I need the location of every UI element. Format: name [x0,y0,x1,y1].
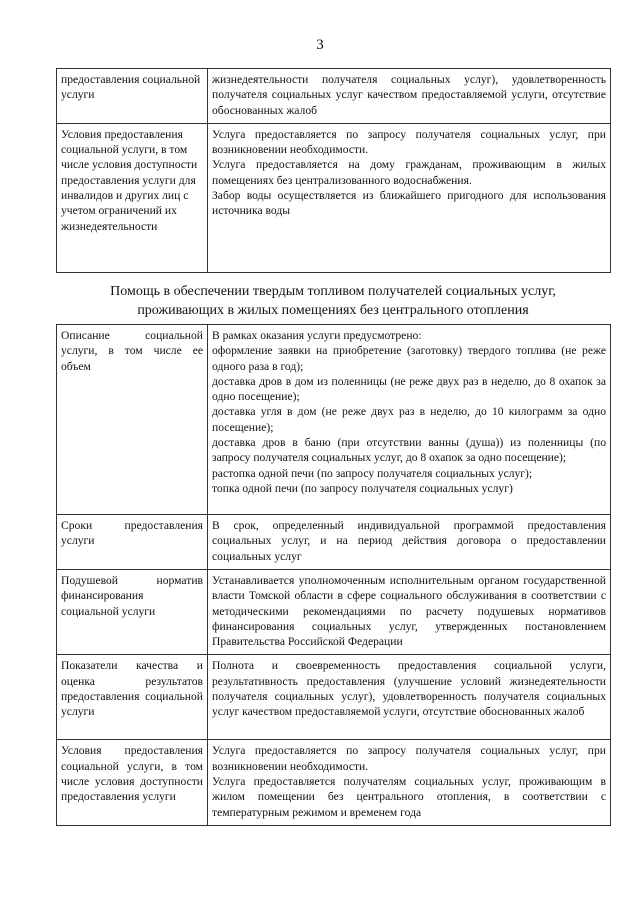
content-paragraph: жизнедеятельности получателя социальных услуг), удовлетворенность получателя социальных услуг качеством предоставляемой услуги, отсутствие обоснованных жалоб [212,73,606,117]
content-paragraph: доставка угля в дом (не реже двух раз в неделю, до 10 килограмм за одно посещение); [212,405,606,434]
row-label: Условия предоставления социальной услуги, в том числе условия доступности предоставления услуги [57,740,208,825]
row-label: Описание социальной услуги, в том числе ее объем [57,325,208,515]
content-paragraph: оформление заявки на приобретение (заготовку) твердого топлива (не реже одного раза в год); [212,344,606,373]
table-row [57,570,611,655]
section-heading [56,282,610,320]
content-paragraph: Услуга предоставляется по запросу получателя социальных услуг, при возникновении необходимости. [212,127,606,157]
row-content [208,325,611,515]
table-row [57,655,611,740]
section-heading-line: проживающих в жилых помещениях без центрального отопления [137,303,529,318]
content-paragraph: Услуга предоставляется получателям социальных услуг, проживающим в жилом помещении без центрального отопления, в соответствии с температурным режимом и временем года [212,775,606,819]
page-number: 3 [316,37,324,53]
row-content [208,740,611,825]
content-paragraph: Забор воды осуществляется из ближайшего пригодного для использования источника воды [212,189,606,218]
section-heading-line: Помощь в обеспечении твердым топливом получателей социальных услуг, [110,284,556,299]
table-row [57,69,611,124]
content-paragraph: растопка одной печи (по запросу получателя социальных услуг); [212,466,533,480]
content-paragraph: топка одной печи (по запросу получателя социальных услуг) [212,481,513,495]
table-row [57,123,611,272]
row-label: Сроки предоставления услуги [57,515,208,570]
content-paragraph: Полнота и своевременность предоставления социальной услуги, результативность предоставления (улучшение условий жизнедеятельности получателя социальных услуг), удовлетворенность получателя социальных услуг качеством предоставляемой услуги, отсутствие обоснованных жалоб [212,659,606,719]
content-paragraph: Устанавливается уполномоченным исполнительным органом государственной власти Томской области в сфере социального обслуживания в соответствии с методическими рекомендациями по расчету подушевых нормативов финансирования социальных услуг, утвержденных постановлением Правительства Российской Федерации [212,574,606,649]
content-paragraph: В срок, определенный индивидуальной программой предоставления социальных услуг, и на период действия договора о предоставлении социальных услуг [212,519,606,563]
table-row [57,325,611,515]
row-label: Подушевой норматив финансирования социальной услуги [57,570,208,655]
table-row [57,740,611,825]
services-table-continued [56,68,611,273]
content-paragraph: Услуга предоставляется на дому гражданам, проживающим в жилых помещениях без централизованного водоснабжения. [212,158,606,187]
content-paragraph: доставка дров в баню (при отсутствии ванны (душа)) из поленницы (по запросу получателя социальных услуг, до 8 охапок за одно посещение); [212,436,606,465]
content-paragraph: Услуга предоставляется по запросу получателя социальных услуг, при возникновении необходимости. [212,744,606,773]
content-paragraph: В рамках оказания услуги предусмотрено: [212,329,422,342]
row-label: предоставления социальной услуги [57,69,208,124]
row-label: Показатели качества и оценка результатов предоставления социальной услуги [57,655,208,740]
row-content [208,570,611,655]
table-row [57,515,611,570]
row-content [208,69,611,124]
row-content [208,123,611,272]
row-label: Условия предоставления социальной услуги, в том числе условия доступности предоставления услуги для инвалидов и других лиц с учетом ограничений их жизнедеятельности [57,123,208,272]
content-paragraph: доставка дров в дом из поленницы (не реже двух раз в неделю, до 8 охапок за одно посещение); [212,374,606,404]
row-content [208,655,611,740]
row-content [208,515,611,570]
solid-fuel-service-table [56,324,611,826]
